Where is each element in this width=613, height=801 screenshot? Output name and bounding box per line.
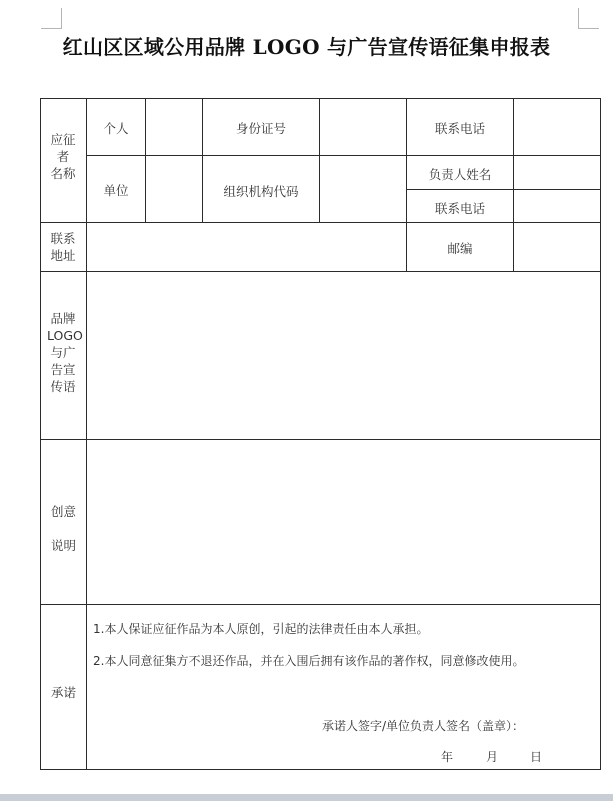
postcode-field[interactable] bbox=[515, 225, 599, 269]
creative-content-area[interactable] bbox=[89, 442, 598, 602]
col-divider-2 bbox=[202, 98, 203, 222]
unit-label: 单位 bbox=[103, 183, 129, 198]
address-field[interactable] bbox=[89, 225, 403, 269]
pledge-header: 承诺 bbox=[50, 685, 76, 700]
date-day-label: 日 bbox=[530, 750, 543, 764]
pledge-item-1: 1.本人保证应征作品为本人原创，引起的法律责任由本人承担。 bbox=[93, 622, 429, 636]
table-border-right bbox=[600, 98, 601, 770]
table-border-bottom bbox=[40, 769, 601, 770]
brand-header: 品牌 LOGO 与广 告宣 传语 bbox=[47, 311, 83, 394]
date-year-label: 年 bbox=[441, 750, 454, 764]
org-code-label: 组织机构代码 bbox=[223, 184, 299, 199]
date-month-label: 月 bbox=[486, 750, 499, 764]
phone-label: 联系电话 bbox=[434, 121, 485, 136]
individual-name-field[interactable] bbox=[147, 104, 201, 154]
id-number-label: 身份证号 bbox=[235, 121, 286, 136]
signature-label: 承诺人签字/单位负责人签名（盖章）： bbox=[322, 719, 525, 733]
unit-name-field[interactable] bbox=[147, 160, 201, 220]
row-divider-brand bbox=[40, 439, 600, 440]
contact-person-field[interactable] bbox=[515, 158, 599, 188]
row-divider-individual bbox=[87, 155, 600, 156]
row-divider-applicant bbox=[40, 222, 600, 223]
row-divider-contact-person bbox=[406, 189, 600, 190]
row-divider-creative bbox=[40, 604, 600, 605]
col-divider-3 bbox=[319, 98, 320, 222]
table-border-top bbox=[40, 98, 601, 99]
id-number-field[interactable] bbox=[321, 104, 405, 154]
form-title: 红山区区域公用品牌 LOGO 与广告宣传语征集申报表 bbox=[62, 35, 551, 59]
phone-field[interactable] bbox=[515, 104, 599, 154]
applicant-header: 应征 者 名称 bbox=[50, 132, 76, 181]
creative-header-line2: 说明 bbox=[50, 538, 76, 553]
col-divider-5 bbox=[513, 98, 514, 272]
contact-person-label: 负责人姓名 bbox=[428, 167, 492, 182]
table-border-left bbox=[40, 98, 41, 770]
address-header: 联系 地址 bbox=[50, 231, 76, 263]
org-code-field[interactable] bbox=[321, 160, 405, 220]
window-bottom-bar bbox=[0, 794, 613, 801]
pledge-item-2: 2.本人同意征集方不退还作品，并在入围后拥有该作品的著作权，同意修改使用。 bbox=[93, 654, 525, 668]
col-divider-1 bbox=[145, 98, 146, 222]
unit-phone-label: 联系电话 bbox=[434, 201, 485, 216]
unit-phone-field[interactable] bbox=[515, 192, 599, 221]
brand-content-area[interactable] bbox=[89, 274, 598, 437]
creative-header-line1: 创意 bbox=[50, 504, 76, 519]
postcode-label: 邮编 bbox=[447, 241, 473, 256]
individual-label: 个人 bbox=[103, 121, 129, 136]
row-divider-address bbox=[40, 271, 600, 272]
